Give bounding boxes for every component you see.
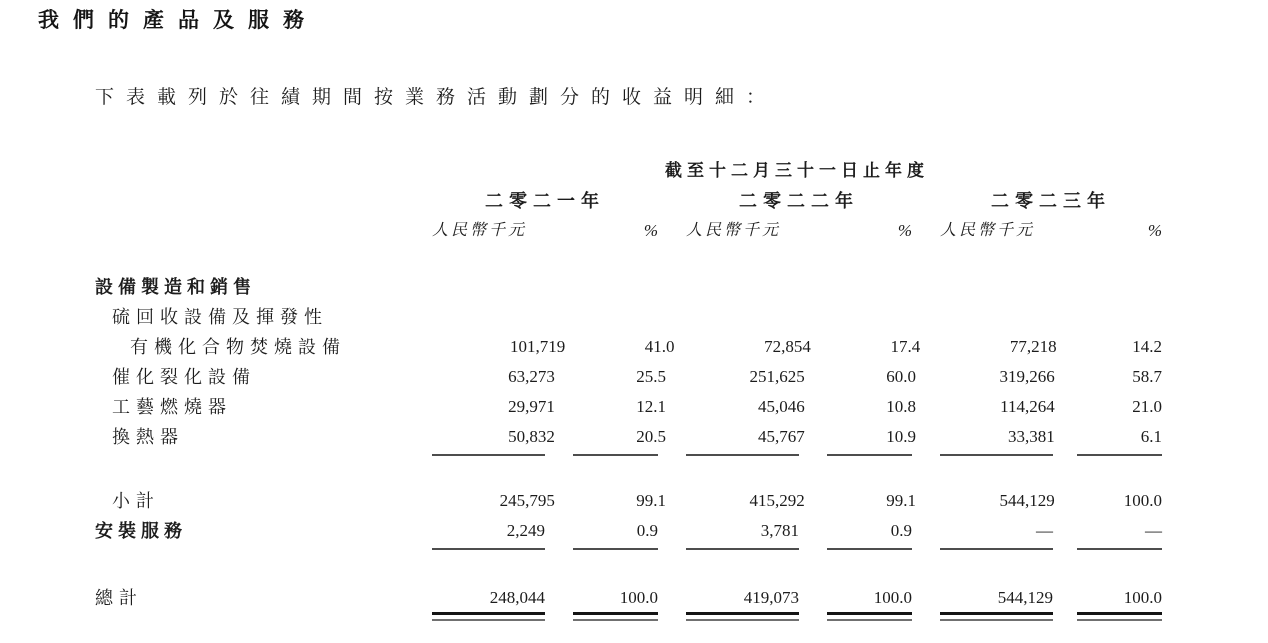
table-year-row [95,186,1162,216]
spacer [912,216,940,246]
spacer [658,216,686,246]
spacer [666,422,694,452]
unit-label-2022: 人民幣千元 [686,222,782,239]
divider-line [1077,548,1162,550]
revenue-table [95,155,1162,622]
cell-2021-percent: 0.9 [636,521,658,540]
spacer [545,516,573,546]
spacer [920,332,947,362]
spacer [675,332,702,362]
year-2023: 二零二三年 [991,191,1111,211]
cell-2021-amount: 29,971 [508,397,555,416]
spacer [811,332,838,362]
double-divider-line [940,612,1053,621]
divider-line [686,454,799,456]
spacer [805,486,833,516]
table-row-catalytic-cracking [95,362,1162,392]
spacer [1053,216,1077,246]
percent-label-2022: % [897,221,912,240]
cell-2023-amount: 77,218 [1009,337,1057,356]
subtotal-divider-row [95,452,1162,460]
divider-line [573,548,658,550]
spacer [95,554,1162,584]
cell-2021-amount: 245,795 [499,491,555,510]
cell-2023-amount: 114,264 [1000,397,1055,416]
spacer [95,460,1162,486]
spacer [95,546,432,554]
cell-2021-percent: 12.1 [636,397,667,416]
row-label: 硫回收設備及揮發性 [112,307,328,327]
cell-2023-percent: 14.2 [1132,337,1163,356]
row-label: 催化裂化設備 [112,367,256,387]
cell-2021-percent: 100.0 [619,588,658,607]
spacer [545,546,573,554]
spacer [1055,362,1079,392]
table-row-sulfur-recovery [95,302,1162,332]
table-row-total [95,584,1162,612]
double-divider-line [1077,612,1162,621]
spacer [916,486,944,516]
spacer [555,422,583,452]
spacer [799,584,827,612]
cell-2023-percent: 100.0 [1123,588,1162,607]
spacer [912,612,940,622]
cell-2023-percent: 21.0 [1132,397,1162,416]
cell-2021-percent: 99.1 [636,491,667,510]
spacer [799,516,827,546]
spacer [545,612,573,622]
row-label: 換熱器 [112,427,184,447]
spacer [565,332,592,362]
divider-line [432,548,545,550]
divider-line [432,454,545,456]
spacer [555,486,583,516]
spacer [545,452,573,460]
spacer [912,516,940,546]
cell-2022-percent: 99.1 [886,491,916,510]
spacer [666,362,694,392]
spacer [912,546,940,554]
spacer [1053,584,1077,612]
spacer [799,452,827,460]
row-label: 總計 [95,588,143,608]
divider-line [940,548,1053,550]
cell-2021-amount: 63,273 [508,367,555,386]
cell-2023-percent: — [1145,521,1162,540]
spacer [555,362,583,392]
spacer [95,246,1162,272]
spacer [555,392,583,422]
cell-2023-percent: 6.1 [1140,427,1162,446]
page-title: 我們的產品及服務 [38,9,318,32]
cell-2022-percent: 100.0 [873,588,912,607]
row-label: 工藝燃燒器 [112,397,232,417]
row-label: 有機化合物焚燒設備 [130,337,346,357]
divider-line [686,548,799,550]
spacer [666,392,694,422]
spacer [912,452,940,460]
spacer [1053,546,1077,554]
spacer [916,392,944,422]
cell-2023-amount: 319,266 [999,367,1055,386]
spacer [95,612,432,622]
row-label: 設備製造和銷售 [95,277,256,297]
cell-2022-amount: 45,767 [758,427,805,446]
table-row-process-burners [95,392,1162,422]
cell-2022-percent: 10.9 [886,427,916,446]
cell-2021-amount: 50,832 [508,427,555,446]
spacer [658,452,686,460]
spacer [1055,392,1079,422]
percent-label-2023: % [1147,221,1162,240]
double-divider-line [432,612,545,621]
unit-label-2023: 人民幣千元 [940,222,1036,239]
cell-2022-amount: 45,046 [758,397,805,416]
spacer [1055,486,1079,516]
row-label: 安裝服務 [95,521,187,541]
divider-line [940,454,1053,456]
spacer [95,452,432,460]
double-divider-line [827,612,912,621]
grand-total-divider-row [95,612,1162,622]
cell-2022-percent: 0.9 [890,521,912,540]
cell-2022-amount: 3,781 [760,521,799,540]
unit-label-2021: 人民幣千元 [432,222,528,239]
table-row-voc-incineration [95,332,1162,362]
spacer [1053,452,1077,460]
intro-text: 下表載列於往績期間按業務活動劃分的收益明細： [95,87,778,108]
spacer [916,422,944,452]
spacer [658,186,686,216]
spacer [658,584,686,612]
row-label: 小計 [112,491,160,511]
percent-label-2021: % [643,221,658,240]
spacer [545,216,573,246]
double-divider-line [573,612,658,621]
spacer [95,216,432,246]
spacer [1053,612,1077,622]
cell-2021-amount: 248,044 [489,588,545,607]
spacer [799,546,827,554]
spacer [658,612,686,622]
spacer [805,392,833,422]
cell-2021-percent: 41.0 [644,337,675,356]
divider-line [1077,454,1162,456]
table-row-equipment-mfg-sales [95,272,1162,302]
divider-line [573,454,658,456]
total-divider-row [95,546,1162,554]
spacer [95,186,432,216]
cell-2022-amount: 72,854 [764,337,811,356]
cell-2023-percent: 100.0 [1123,491,1162,510]
table-row-heat-exchangers [95,422,1162,452]
table-unit-row [95,216,1162,246]
cell-2021-percent: 25.5 [636,367,667,386]
cell-2022-percent: 10.8 [886,397,916,416]
spacer [658,546,686,554]
cell-2021-amount: 2,249 [506,521,545,540]
cell-2022-amount: 415,292 [749,491,805,510]
spacer [799,216,827,246]
spacer [666,486,694,516]
table-period-header-row [95,155,1162,186]
table-row-installation-services [95,516,1162,546]
period-header: 截至十二月三十一日止年度 [665,161,929,180]
cell-2021-percent: 20.5 [636,427,667,446]
cell-2023-amount: — [1036,521,1053,540]
spacer [1053,516,1077,546]
spacer [916,362,944,392]
cell-2022-percent: 17.4 [890,337,921,356]
cell-2022-amount: 251,625 [749,367,805,386]
spacer [799,612,827,622]
cell-2023-amount: 544,129 [999,491,1055,510]
spacer [1057,332,1080,362]
year-2022: 二零二二年 [739,191,859,211]
cell-2023-amount: 544,129 [997,588,1053,607]
spacer [805,422,833,452]
cell-2022-percent: 60.0 [886,367,916,386]
cell-2023-amount: 33,381 [1007,427,1055,446]
spacer [545,584,573,612]
spacer [912,186,940,216]
cell-2023-percent: 58.7 [1132,367,1162,386]
spacer [658,516,686,546]
table-row-subtotal [95,486,1162,516]
year-2021: 二零二一年 [485,191,605,211]
divider-line [827,454,912,456]
spacer [912,584,940,612]
double-divider-line [686,612,799,621]
divider-line [827,548,912,550]
spacer [95,155,432,186]
spacer [805,362,833,392]
cell-2022-amount: 419,073 [743,588,799,607]
cell-2021-amount: 101,719 [510,337,566,356]
spacer [1055,422,1079,452]
